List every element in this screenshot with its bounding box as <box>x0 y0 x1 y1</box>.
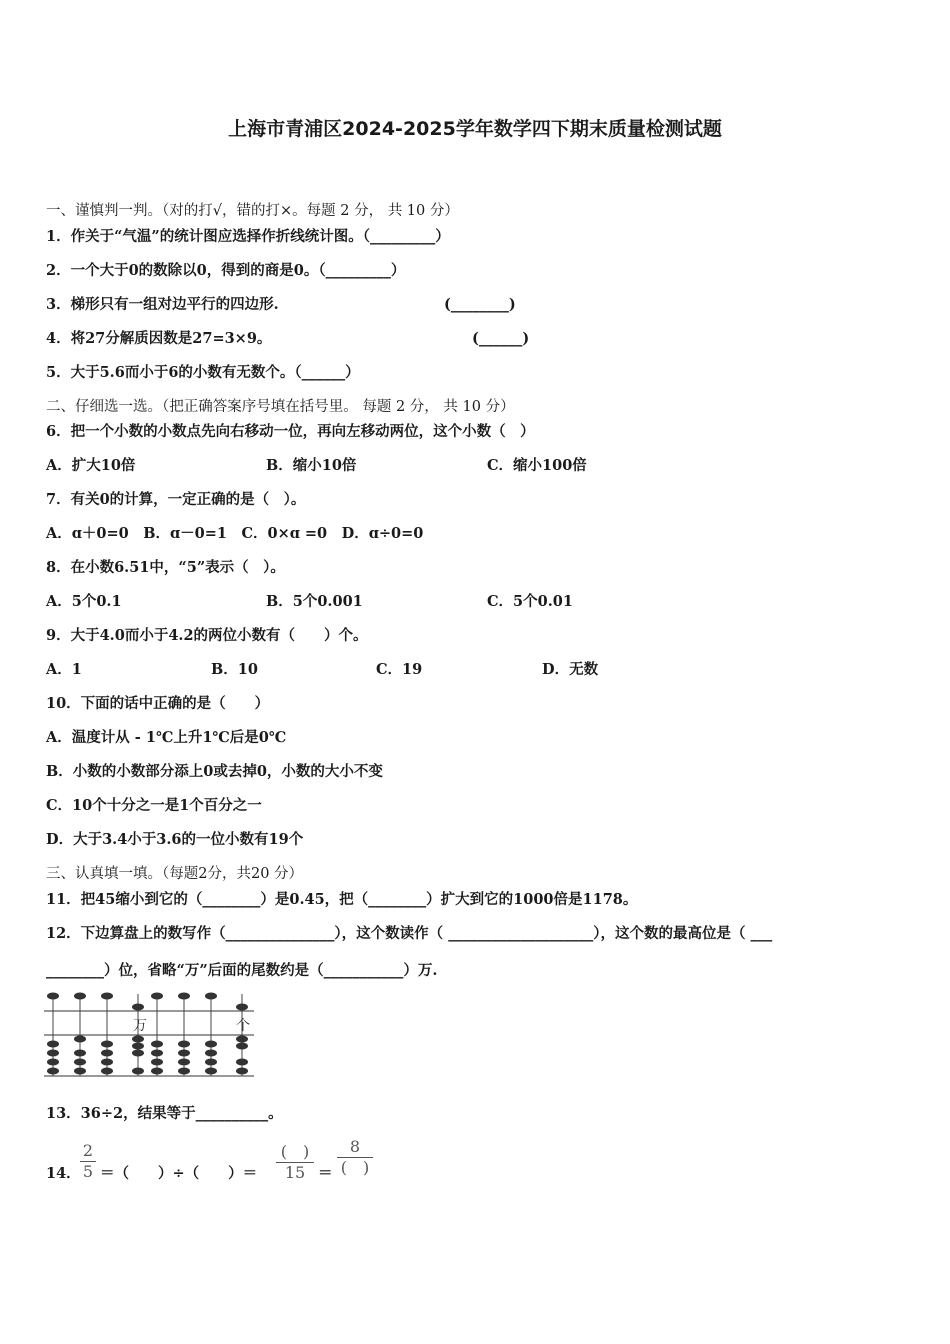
question-14-middle: ＝（ ）÷（ ）＝ <box>100 1165 258 1182</box>
question-9-options <box>46 660 906 680</box>
fraction-denominator: 5 <box>82 1162 94 1181</box>
question-14-equals: ＝ <box>318 1165 333 1182</box>
question-3 <box>46 295 516 315</box>
question-8-stem: 8．在小数6.51中，“5”表示（ ）。 <box>46 559 285 576</box>
section-1-header: 一、谨慎判一判。（对的打√，错的打×。每题 2 分， 共 10 分） <box>46 203 459 219</box>
question-10-stem: 10．下面的话中正确的是（ ） <box>46 695 270 712</box>
question-2: 2．一个大于0的数除以0，得到的商是0。（_________） <box>46 262 406 279</box>
option-c: C．19 <box>376 661 423 678</box>
fraction-denominator: 15 <box>284 1163 306 1182</box>
abacus-label-wan: 万 <box>133 1018 147 1034</box>
fraction-two-fifths <box>80 1142 96 1181</box>
question-6-options <box>46 456 906 476</box>
option-c: C．5个0.01 <box>487 593 573 610</box>
question-3-text: 3．梯形只有一组对边平行的四边形. <box>46 296 279 313</box>
fraction-numerator: 2 <box>82 1141 94 1160</box>
fraction-blank-over-15 <box>276 1143 314 1182</box>
question-11: 11．把45缩小到它的（________）是0.45，把（________）扩大到它的1000倍是1178。 <box>46 891 638 908</box>
option-d: D．无数 <box>542 661 599 678</box>
section-2-header: 二、仔细选一选。（把正确答案序号填在括号里。 每题 2 分， 共 10 分） <box>46 399 515 415</box>
question-7-options: A．ɑ＋0=0 B．ɑ－0=1 C．0×ɑ =0 D．ɑ÷0=0 <box>46 525 424 542</box>
fraction-numerator: ( ) <box>280 1142 310 1161</box>
question-12-line2: ________）位，省略“万”后面的尾数约是（___________）万. <box>46 962 438 979</box>
option-b: B．5个0.001 <box>266 593 363 610</box>
option-b: B．小数的小数部分添上0或去掉0，小数的大小不变 <box>46 763 383 780</box>
section-3-header: 三、认真填一填。（每题2分，共20 分） <box>46 866 304 882</box>
option-b: B．10 <box>211 661 258 678</box>
question-14-number: 14． <box>46 1165 81 1182</box>
option-c: C．10个十分之一是1个百分之一 <box>46 797 262 814</box>
question-4-blank: (______) <box>472 330 530 347</box>
question-4-text: 4．将27分解质因数是27=3×9。 <box>46 330 272 347</box>
question-1: 1．作关于“气温”的统计图应选择作折线统计图。（_________） <box>46 228 450 245</box>
question-5: 5．大于5.6而小于6的小数有无数个。（______） <box>46 364 360 381</box>
question-3-blank: (________) <box>444 296 516 313</box>
question-12-line1: 12．下边算盘上的数写作（_______________），这个数读作（ ____________________），这个数的最高位是（ ___ <box>46 925 773 942</box>
question-7-stem: 7．有关0的计算，一定正确的是（ ）。 <box>46 491 306 508</box>
option-d: D．大于3.4小于3.6的一位小数有19个 <box>46 831 304 848</box>
question-9-stem: 9．大于4.0而小于4.2的两位小数有（ ）个。 <box>46 627 368 644</box>
option-a: A．扩大10倍 <box>46 457 136 474</box>
option-c: C．缩小100倍 <box>487 457 587 474</box>
question-8-options <box>46 592 906 612</box>
option-a: A．温度计从 - 1℃上升1℃后是0℃ <box>46 729 287 746</box>
fraction-numerator: 8 <box>349 1137 361 1156</box>
abacus-label-ge: 个 <box>236 1018 250 1034</box>
fraction-denominator: ( ) <box>340 1158 370 1177</box>
abacus-figure <box>44 988 258 1080</box>
option-a: A．5个0.1 <box>46 593 122 610</box>
question-6-stem: 6．把一个小数的小数点先向右移动一位，再向左移动两位，这个小数（ ） <box>46 423 535 440</box>
option-a: A．1 <box>46 661 82 678</box>
fraction-8-over-blank <box>337 1138 373 1177</box>
question-13: 13．36÷2，结果等于__________。 <box>46 1105 283 1122</box>
option-b: B．缩小10倍 <box>266 457 357 474</box>
question-4 <box>46 329 530 349</box>
page-title: 上海市青浦区2024-2025学年数学四下期末质量检测试题 <box>228 118 722 140</box>
